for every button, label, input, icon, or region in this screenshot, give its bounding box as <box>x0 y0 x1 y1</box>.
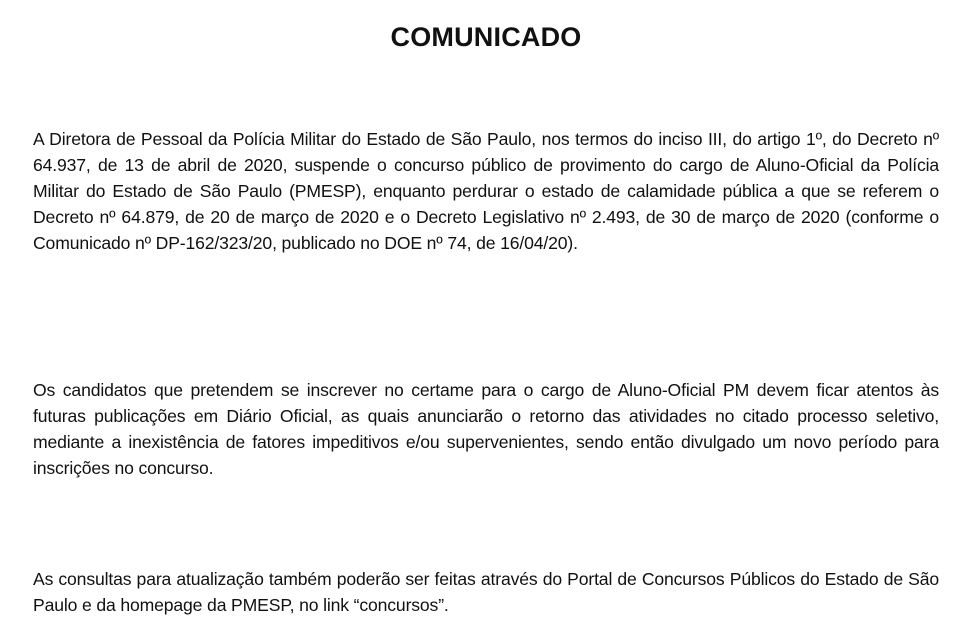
paragraph-text: A Diretora de Pessoal da Polícia Militar do Estado de São Paulo, nos termos do inciso III, do artigo 1º, do Decreto nº 64.937, de 13 de abril de 2020, suspende o concurso público de provimento do cargo de Aluno-Oficial da Polícia Militar do Estado de São Paulo (PMESP), enquanto perdurar o estado de calamidade pública a que se referem o Decreto nº 64.879, de 20 de março de 2020 e o Decreto Legislativo nº 2.493, de 30 de março de 2020 (conforme o Comunicado nº DP-162/323/20, publicado no DOE nº 74, de 16/04/20). <box>33 129 939 254</box>
document-title: COMUNICADO <box>390 22 582 52</box>
paragraph-consultation-notice <box>33 566 939 618</box>
paragraph-text: As consultas para atualização também poderão ser feitas através do Portal de Concursos Públicos do Estado de São Paulo e da homepage da PMESP, no link “concursos”. <box>33 569 939 616</box>
paragraph-candidates-notice <box>33 377 939 481</box>
paragraph-text: Os candidatos que pretendem se inscrever no certame para o cargo de Aluno-Oficial PM devem ficar atentos às futuras publicações em Diário Oficial, as quais anunciarão o retorno das atividades no citado processo seletivo, mediante a inexistência de fatores impeditivos e/ou supervenientes, sendo então divulgado um novo período para inscrições no concurso. <box>33 380 939 479</box>
paragraph-suspension-notice <box>33 126 939 256</box>
